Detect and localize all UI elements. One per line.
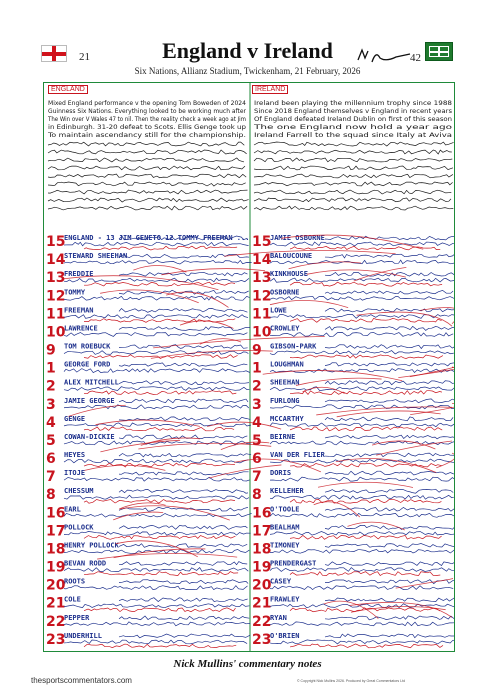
- player-note: [64, 532, 251, 536]
- player-name: MCCARTHY: [270, 414, 304, 423]
- player-note: [325, 435, 455, 439]
- squad-number: 6: [252, 451, 262, 468]
- player-note: [325, 345, 455, 349]
- player-name: PEPPER: [64, 613, 90, 622]
- intro-scribble: [254, 142, 454, 146]
- player-note-red: [84, 536, 235, 540]
- player-note: [64, 622, 251, 626]
- squad-number: 2: [46, 378, 56, 395]
- intro-scribble: [254, 182, 453, 186]
- player-name: PRENDERGAST: [270, 559, 317, 568]
- squad-number: 7: [46, 469, 56, 486]
- player-note: [325, 272, 455, 276]
- player-note-red: [84, 572, 238, 576]
- intro-scribble: [254, 150, 452, 154]
- player-note: [119, 453, 251, 457]
- player-note: [325, 399, 455, 403]
- squad-number: 8: [252, 487, 262, 504]
- squad-number: 19: [46, 559, 66, 576]
- intro-scribble: [48, 190, 248, 194]
- intro-scribble: [48, 206, 247, 210]
- red-markup-stroke: [354, 267, 407, 281]
- squad-number: 8: [46, 487, 56, 504]
- squad-number: 5: [252, 432, 262, 449]
- player-note: [119, 562, 247, 566]
- intro-line: Of England defeated Ireland Dublin on first of this season: [254, 116, 453, 123]
- squad-number: 22: [252, 613, 272, 630]
- player-note: [325, 290, 453, 294]
- player-note: [64, 495, 249, 499]
- commentary-notes-sheet: [43, 82, 455, 652]
- player-note-red: [290, 499, 441, 503]
- player-name: TOMMY: [64, 288, 86, 297]
- player-name: UNDERHILL: [64, 631, 102, 640]
- player-note-red: [290, 282, 442, 286]
- player-note: [64, 387, 249, 391]
- player-note-red: [84, 608, 236, 612]
- player-note: [64, 296, 249, 300]
- red-markup-stroke: [318, 482, 413, 487]
- player-note: [119, 308, 247, 312]
- squad-number: 18: [252, 541, 272, 558]
- player-note-red: [84, 644, 236, 648]
- player-note: [325, 562, 455, 566]
- red-markup-stroke: [396, 579, 453, 589]
- player-name: COWAN-DICKIE: [64, 432, 115, 441]
- squad-number: 5: [46, 432, 56, 449]
- player-note: [270, 297, 455, 301]
- player-name: GEORGE FORD: [64, 360, 111, 369]
- player-note: [325, 236, 455, 240]
- squad-number: 13: [252, 270, 272, 287]
- squad-number: 15: [252, 234, 272, 250]
- player-name: SHEEHAN: [270, 378, 300, 387]
- squad-number: 11: [46, 306, 66, 323]
- player-note: [119, 634, 250, 638]
- intro-scribble: [48, 150, 247, 154]
- player-note-red: [290, 536, 442, 540]
- player-note: [64, 333, 247, 337]
- player-note-red: [290, 318, 442, 322]
- red-markup-stroke: [289, 262, 361, 269]
- player-note: [325, 363, 454, 366]
- player-note-red: [84, 246, 237, 250]
- player-name: FURLONG: [270, 396, 300, 405]
- player-note: [325, 507, 454, 511]
- player-name: HEYES: [64, 451, 86, 460]
- player-name: TOM ROEBUCK: [64, 342, 111, 351]
- player-name: LOUGHMAN: [270, 360, 304, 369]
- squad-number: 13: [46, 270, 66, 287]
- player-name: EARL: [64, 505, 81, 514]
- player-note: [270, 423, 454, 427]
- red-markup-stroke: [97, 554, 237, 560]
- player-name: HENRY POLLOCK: [64, 541, 119, 550]
- intro-scribble: [254, 190, 451, 194]
- squad-number: 17: [46, 523, 66, 540]
- player-note: [325, 634, 454, 638]
- player-name: CASEY: [270, 577, 292, 586]
- squad-number: 15: [46, 234, 66, 250]
- player-note: [325, 616, 454, 620]
- player-name: LAWRENCE: [64, 324, 98, 333]
- player-note: [64, 278, 249, 282]
- squad-number: 1: [46, 360, 56, 377]
- player-note: [270, 278, 455, 282]
- squad-number: 10: [252, 324, 272, 341]
- squad-number: 3: [46, 396, 56, 413]
- player-note-red: [84, 500, 235, 504]
- intro-line: Guinness Six Nations. Everything looked to be working much after: [48, 108, 247, 115]
- squad-number: 22: [46, 613, 66, 630]
- intro-line: Ireland Farrell to the squad since Italy at Aviva: [254, 132, 453, 139]
- intro-scribble: [48, 182, 246, 186]
- squad-number: 20: [46, 577, 66, 594]
- player-note: [325, 381, 455, 385]
- player-note: [270, 513, 455, 517]
- player-note-red: [84, 391, 236, 395]
- player-note: [119, 254, 249, 258]
- player-note-red: [84, 282, 235, 286]
- player-note: [270, 586, 453, 590]
- red-markup-stroke: [337, 411, 441, 417]
- player-note-red: [290, 427, 442, 431]
- player-note: [64, 604, 249, 608]
- player-name: KINKHOUSE: [270, 270, 308, 279]
- intro-scribble: [254, 174, 453, 178]
- player-note: [64, 550, 249, 554]
- squad-number: 6: [46, 451, 56, 468]
- player-name: ROOTS: [64, 577, 86, 586]
- player-name: O'TOOLE: [270, 505, 300, 514]
- player-note: [119, 580, 248, 584]
- squad-number: 17: [252, 523, 272, 540]
- site-link[interactable]: thesportscommentators.com: [31, 676, 132, 685]
- notes-caption: Nick Mullins' commentary notes: [173, 658, 322, 670]
- intro-scribble: [254, 198, 451, 202]
- squad-number: 7: [252, 469, 262, 486]
- player-name: O'BRIEN: [270, 631, 300, 640]
- red-markup-stroke: [410, 367, 454, 377]
- copyright-text: © Copyright Nick Mullins 2026. Produced by Great Commentators Ltd: [297, 679, 406, 683]
- player-note: [325, 544, 455, 548]
- red-markup-stroke: [133, 266, 186, 273]
- squad-number: 21: [46, 595, 66, 612]
- player-name: JAMIE GEORGE: [64, 396, 115, 405]
- player-note: [64, 369, 250, 373]
- intro-line: Mixed England performance v the opening Tom Boweden of 2024: [48, 100, 247, 107]
- player-name: CROWLEY: [270, 324, 300, 333]
- match-subtitle: Six Nations, Allianz Stadium, Twickenham, 21 February, 2026: [134, 66, 361, 76]
- squad-number: 23: [46, 631, 66, 648]
- player-name: GIBSON-PARK: [270, 342, 317, 351]
- squad-number: 10: [46, 324, 66, 341]
- player-name: GENGE: [64, 414, 86, 423]
- player-name: BEVAN RODD: [64, 559, 107, 568]
- handwritten-signature-icon: [356, 48, 412, 64]
- squad-number: 14: [46, 252, 66, 269]
- player-name: FREEMAN: [64, 306, 94, 315]
- player-name: STEWARD SHEEHAN: [64, 252, 128, 261]
- squad-number: 4: [46, 414, 56, 431]
- squad-number: 11: [252, 306, 272, 323]
- player-note: [325, 254, 455, 258]
- intro-scribble: [48, 174, 246, 178]
- player-name: TIMONEY: [270, 541, 300, 550]
- player-note: [270, 242, 455, 246]
- red-markup-stroke: [307, 270, 406, 277]
- player-name: COLE: [64, 595, 81, 604]
- player-note: [64, 260, 252, 264]
- player-note: [119, 616, 249, 620]
- squad-number: 14: [252, 252, 272, 269]
- player-note: [119, 525, 248, 529]
- player-note-red: [290, 644, 443, 648]
- player-note: [64, 405, 249, 409]
- intro-scribble: [254, 206, 453, 210]
- player-note: [270, 387, 455, 391]
- player-note-red: [290, 355, 443, 359]
- intro-scribble: [48, 166, 245, 170]
- player-name: LOWE: [270, 306, 287, 315]
- red-markup-stroke: [166, 292, 228, 307]
- player-name: CHESSUM: [64, 487, 94, 496]
- player-note-red: [290, 572, 440, 576]
- squad-number: 2: [252, 378, 262, 395]
- player-note: [325, 453, 454, 457]
- intro-line: To maintain ascendancy still for the championship.: [46, 132, 247, 139]
- player-note: [64, 586, 248, 590]
- squad-number: 16: [252, 505, 272, 522]
- player-name: ALEX MITCHELL: [64, 378, 119, 387]
- player-name: POLLOCK: [64, 523, 94, 532]
- ireland-flag-icon: [425, 42, 453, 61]
- player-name: ENGLAND - 13 JIM GENETO 12 TOMMY FREEMAN ...: [64, 234, 250, 242]
- squad-number: 19: [252, 559, 272, 576]
- player-name: OSBORNE: [270, 288, 300, 297]
- player-note: [119, 363, 247, 367]
- intro-scribble: [48, 142, 244, 146]
- player-note: [119, 399, 248, 403]
- player-name: BEALHAM: [270, 523, 300, 532]
- squad-number: 16: [46, 505, 66, 522]
- player-note: [64, 640, 247, 644]
- player-note: [270, 351, 454, 355]
- intro-line: The Win over V Wales 47 to nil. Then the reality check a week ago at Jim: [47, 116, 247, 123]
- squad-number: 23: [252, 631, 272, 648]
- player-note: [270, 532, 455, 536]
- player-note: [270, 477, 455, 481]
- player-note: [270, 260, 454, 264]
- player-note: [325, 525, 455, 529]
- squad-number: 3: [252, 396, 262, 413]
- player-name: ITOJE: [64, 469, 86, 478]
- player-name: JAMIE OSBORNE: [270, 234, 325, 242]
- intro-scribble: [48, 198, 249, 202]
- intro-scribble: [254, 166, 453, 170]
- handwritten-notes: [44, 83, 455, 652]
- intro-line: Ireland been playing the millennium trophy since 1988: [254, 100, 453, 107]
- intro-scribble: [48, 158, 244, 162]
- player-name: KELLEHER: [270, 487, 304, 496]
- player-note: [325, 417, 453, 421]
- player-note: [325, 308, 455, 312]
- player-note: [270, 333, 453, 337]
- player-note: [325, 326, 455, 330]
- squad-number: 1: [252, 360, 262, 377]
- squad-number: 9: [46, 342, 56, 359]
- intro-line: Since 2018 England themselves v England in recent years: [254, 108, 452, 115]
- player-note: [64, 513, 252, 517]
- squad-number: 21: [252, 595, 272, 612]
- player-note: [64, 568, 248, 572]
- player-note-red: [290, 391, 442, 395]
- player-name: RYAN: [270, 613, 287, 622]
- squad-number: 20: [252, 577, 272, 594]
- red-markup-stroke: [141, 438, 200, 445]
- player-note: [119, 489, 248, 493]
- player-name: BALOUCOUNE: [270, 252, 313, 261]
- player-note-red: [84, 427, 234, 431]
- squad-number: 9: [252, 342, 262, 359]
- player-name: FREDDIE: [64, 270, 94, 279]
- left-page-number: 21: [79, 51, 90, 63]
- england-column-tag: ENGLAND: [48, 85, 88, 94]
- squad-number: 12: [252, 288, 272, 305]
- intro-line: in Edinburgh. 31-20 defeat to Scots. Ellis Genge took up: [48, 124, 247, 131]
- player-name: BEIRNE: [270, 432, 296, 441]
- player-note: [64, 459, 248, 463]
- intro-scribble: [254, 158, 452, 162]
- squad-number: 4: [252, 414, 262, 431]
- squad-number: 18: [46, 541, 66, 558]
- player-note: [270, 568, 455, 572]
- player-note: [325, 489, 453, 493]
- player-note: [64, 242, 249, 246]
- squad-number: 12: [46, 288, 66, 305]
- intro-line: The one England now hold a year ago: [252, 124, 453, 131]
- player-note: [64, 314, 248, 318]
- player-note: [270, 550, 455, 554]
- player-note: [270, 640, 455, 644]
- player-note: [119, 544, 247, 548]
- player-name: FRAWLEY: [270, 595, 300, 604]
- page-header: [0, 0, 495, 86]
- player-note: [270, 622, 455, 626]
- player-note: [64, 477, 250, 481]
- player-name: DORIS: [270, 469, 292, 478]
- player-note: [270, 459, 454, 463]
- player-note: [270, 495, 454, 499]
- player-note: [119, 598, 248, 602]
- ireland-column-tag: IRELAND: [252, 85, 288, 94]
- player-note: [119, 381, 249, 385]
- right-page-number: 42: [410, 52, 421, 64]
- page-title: England v Ireland: [162, 38, 333, 63]
- player-name: VAN DER FLIER: [270, 451, 325, 460]
- player-note: [119, 345, 248, 349]
- player-note: [119, 273, 248, 277]
